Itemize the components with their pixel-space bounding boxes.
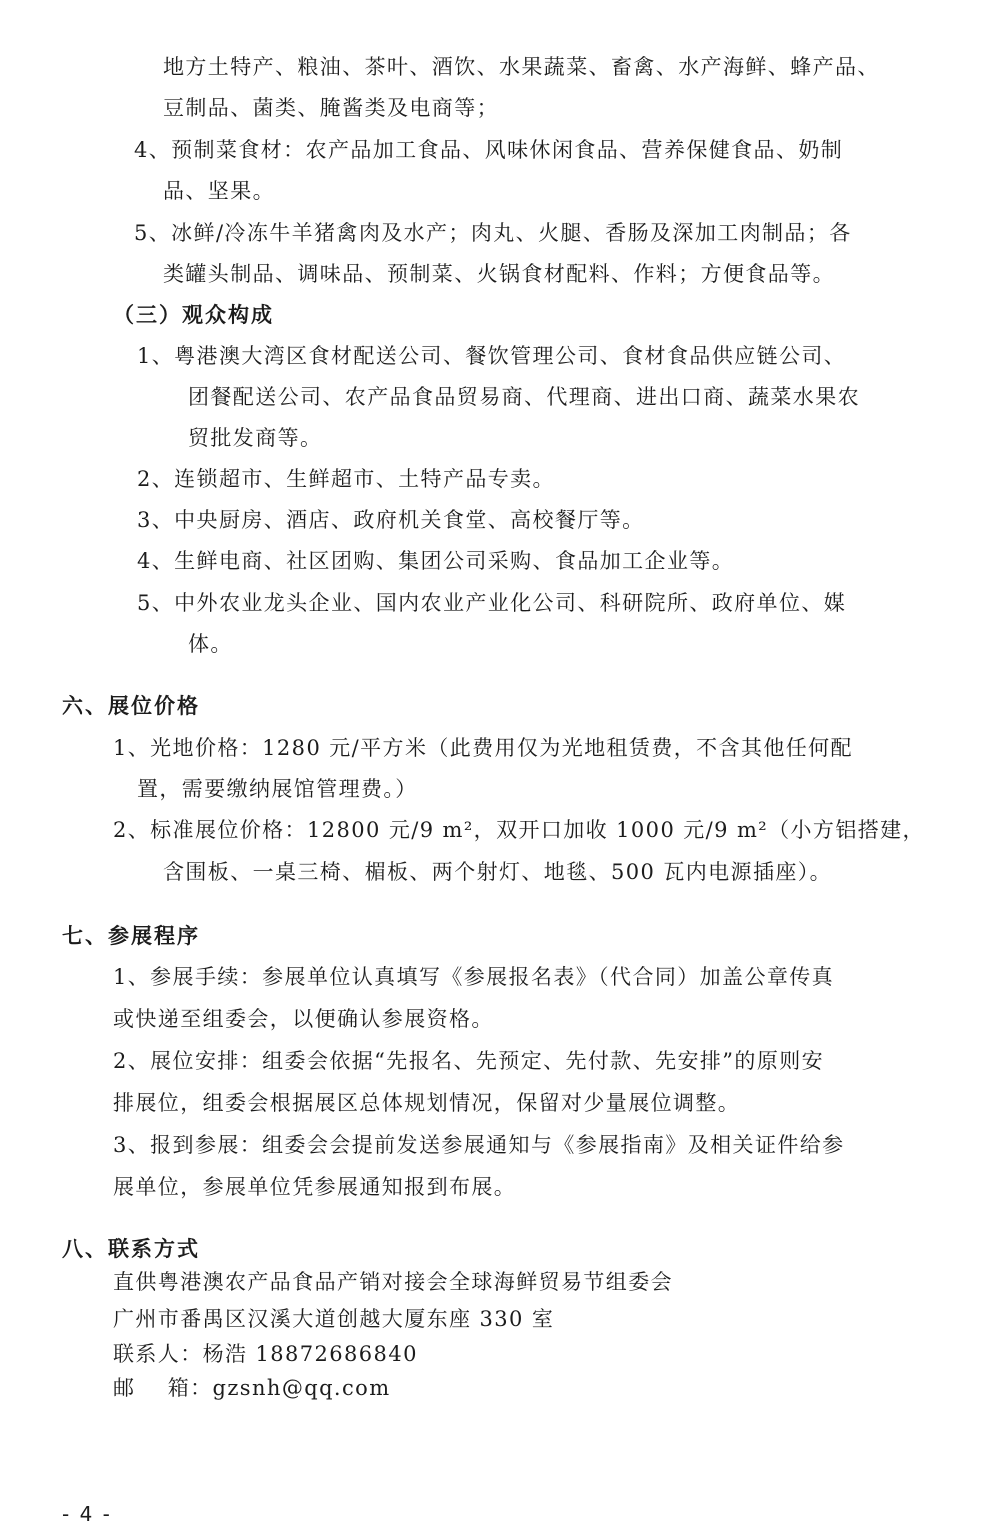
pricing-item1-line1: 1、光地价格：1280 元/平方米（此费用仅为光地租赁费，不含其他任何配 [113, 736, 853, 760]
audience-item3: 3、中央厨房、酒店、政府机关食堂、高校餐厅等。 [137, 508, 645, 532]
audience-item1-line2: 团餐配送公司、农产品食品贸易商、代理商、进出口商、蔬菜水果农 [188, 385, 860, 409]
audience-item1-line1: 1、粤港澳大湾区食材配送公司、餐饮管理公司、食材食品供应链公司、 [137, 344, 847, 368]
procedure-item2-line1: 2、展位安排：组委会依据“先报名、先预定、先付款、先安排”的原则安 [113, 1049, 825, 1073]
audience-item4: 4、生鲜电商、社区团购、集团公司采购、食品加工企业等。 [137, 549, 735, 573]
contact-address: 广州市番禺区汉溪大道创越大厦东座 330 室 [113, 1307, 555, 1331]
procedure-item2-line2: 排展位，组委会根据展区总体规划情况，保留对少量展位调整。 [113, 1091, 741, 1115]
audience-item5-line2: 体。 [188, 632, 233, 656]
procedure-item1-line2: 或快递至组委会，以便确认参展资格。 [113, 1007, 494, 1031]
page-number: - 4 - [62, 1502, 112, 1526]
contact-heading: 八、联系方式 [62, 1237, 200, 1261]
contact-organization: 直供粤港澳农产品食品产销对接会全球海鲜贸易节组委会 [113, 1270, 673, 1294]
audience-heading: （三）观众构成 [113, 303, 274, 327]
pricing-item2-line2: 含围板、一桌三椅、楣板、两个射灯、地毯、500 瓦内电源插座）。 [163, 860, 833, 884]
audience-item1-line3: 贸批发商等。 [188, 426, 323, 450]
audience-item5-line1: 5、中外农业龙头企业、国内农业产业化公司、科研院所、政府单位、媒 [137, 591, 847, 615]
contact-email: 邮 箱：gzsnh@qq.com [113, 1376, 391, 1400]
pricing-item1-line2: 置，需要缴纳展馆管理费。） [137, 777, 418, 801]
contact-person: 联系人：杨浩 18872686840 [113, 1342, 418, 1366]
scope-item5-line1: 5、冰鲜/冷冻牛羊猪禽肉及水产；肉丸、火腿、香肠及深加工肉制品；各 [134, 221, 852, 245]
scope-item3-continuation-1: 地方土特产、粮油、茶叶、酒饮、水果蔬菜、畜禽、水产海鲜、蜂产品、 [163, 55, 880, 79]
scope-item4-line2: 品、坚果。 [163, 179, 275, 203]
scope-item5-line2: 类罐头制品、调味品、预制菜、火锅食材配料、作料；方便食品等。 [163, 262, 835, 286]
procedure-item3-line2: 展单位，参展单位凭参展通知报到布展。 [113, 1175, 517, 1199]
pricing-item2-line1: 2、标准展位价格：12800 元/9 m²，双开口加收 1000 元/9 m²（小方铝搭建， [113, 818, 925, 842]
procedure-item1-line1: 1、参展手续：参展单位认真填写《参展报名表》（代合同）加盖公章传真 [113, 965, 835, 989]
scope-item3-continuation-2: 豆制品、菌类、腌酱类及电商等； [163, 96, 499, 120]
audience-item2: 2、连锁超市、生鲜超市、土特产品专卖。 [137, 467, 555, 491]
pricing-heading: 六、展位价格 [62, 694, 200, 718]
scope-item4-line1: 4、预制菜食材：农产品加工食品、风味休闲食品、营养保健食品、奶制 [134, 138, 844, 162]
procedure-item3-line1: 3、报到参展：组委会会提前发送参展通知与《参展指南》及相关证件给参 [113, 1133, 845, 1157]
procedure-heading: 七、参展程序 [62, 924, 200, 948]
